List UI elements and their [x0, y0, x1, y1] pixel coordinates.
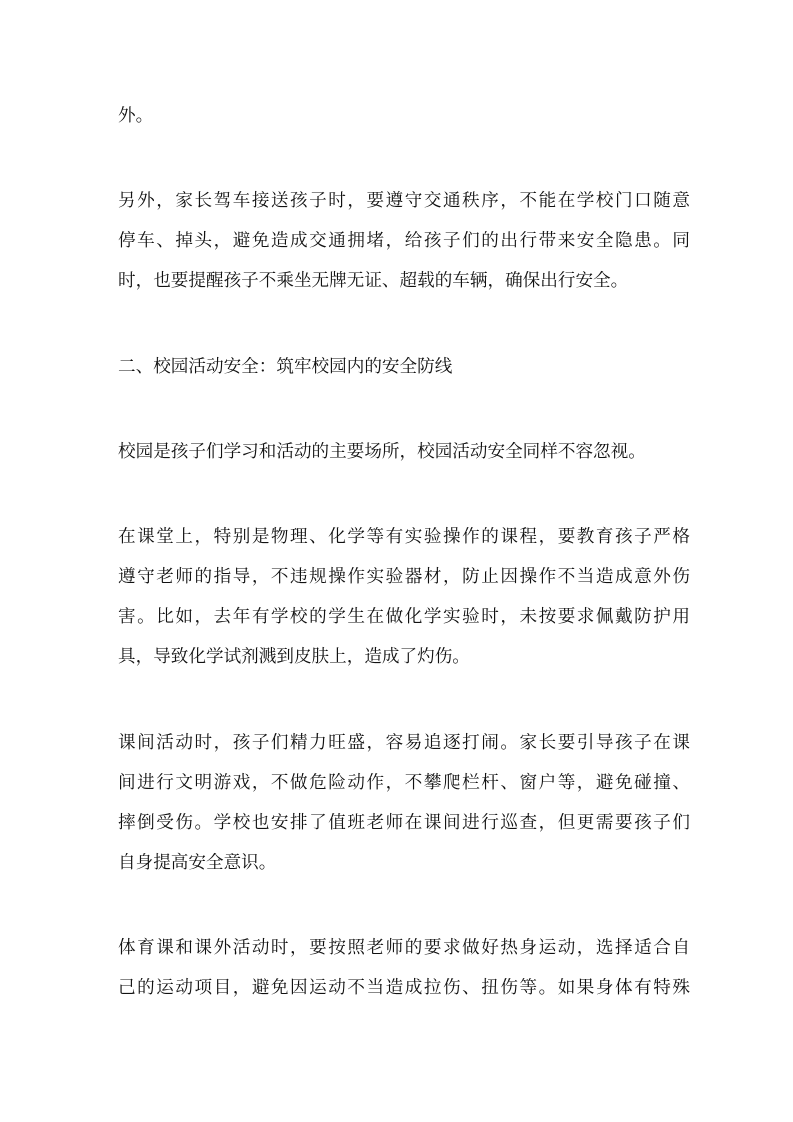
- text-line: 校园是孩子们学习和活动的主要场所，校园活动安全同样不容忽视。: [118, 442, 646, 462]
- text-line: 摔倒受伤。学校也安排了值班老师在课间进行巡查，但更需要孩子们: [118, 813, 690, 833]
- text-line: 另外，家长驾车接送孩子时，要遵守交通秩序，不能在学校门口随意: [118, 191, 690, 211]
- text-line: 具，导致化学试剂溅到皮肤上，造成了灼伤。: [118, 647, 470, 667]
- text-line: 课间活动时，孩子们精力旺盛，容易追逐打闹。家长要引导孩子在课: [118, 733, 690, 753]
- text-line: 间进行文明游戏，不做危险动作，不攀爬栏杆、窗户等，避免碰撞、: [118, 773, 690, 793]
- text-line: 体育课和课外活动时，要按照老师的要求做好热身运动，选择适合自: [118, 938, 690, 958]
- text-line: 己的运动项目，避免因运动不当造成拉伤、扭伤等。如果身体有特殊: [118, 978, 690, 998]
- text-line: 时，也要提醒孩子不乘坐无牌无证、超载的车辆，确保出行安全。: [118, 271, 629, 291]
- text-line: 害。比如，去年有学校的学生在做化学实验时，未按要求佩戴防护用: [118, 607, 690, 627]
- text-line: 外。: [118, 106, 154, 126]
- section-heading: 二、校园活动安全：筑牢校园内的安全防线: [118, 357, 453, 377]
- text-line: 停车、掉头，避免造成交通拥堵，给孩子们的出行带来安全隐患。同: [118, 231, 690, 251]
- text-line: 自身提高安全意识。: [118, 853, 277, 873]
- text-line: 遵守老师的指导，不违规操作实验器材，防止因操作不当造成意外伤: [118, 567, 690, 587]
- text-line: 在课堂上，特别是物理、化学等有实验操作的课程，要教育孩子严格: [118, 527, 690, 547]
